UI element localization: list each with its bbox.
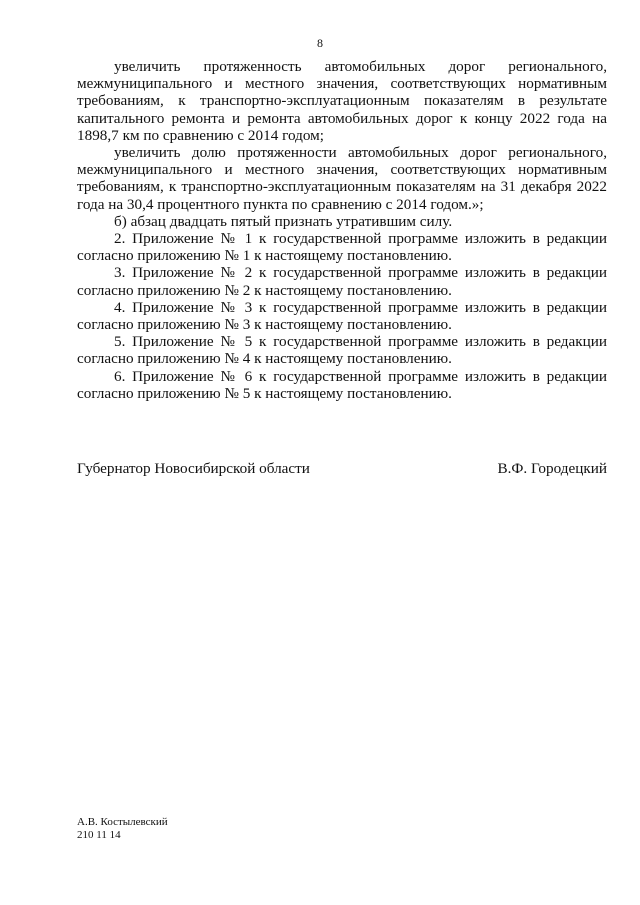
paragraph-roads-length: увеличить протяженность автомобильных дорог регионального, межмуниципального и местного значения, соответствующих нормативным требованиям, к транспортно-эксплуатационным показателям в результате капитального ремонта и ремонта автомобильных дорог к концу 2022 года на 1898,7 км по сравнению с 2014 годом;	[77, 58, 607, 144]
paragraph-item-2: 2. Приложение № 1 к государственной программе изложить в редакции согласно приложению № 1 к настоящему постановлению.	[77, 230, 607, 265]
signatory-name: В.Ф. Городецкий	[497, 460, 607, 477]
executor-phone: 210 11 14	[77, 829, 121, 841]
signature-block	[77, 460, 607, 478]
executor-name: А.В. Костылевский	[77, 816, 168, 828]
paragraph-item-6: 6. Приложение № 6 к государственной программе изложить в редакции согласно приложению № 5 к настоящему постановлению.	[77, 367, 607, 402]
paragraph-item-4: 4. Приложение № 3 к государственной программе изложить в редакции согласно приложению № 3 к настоящему постановлению.	[77, 298, 607, 334]
signatory-position: Губернатор Новосибирской области	[77, 460, 310, 477]
paragraph-clause-b: б) абзац двадцать пятый признать утратившим силу.	[114, 212, 453, 230]
executor-block	[77, 816, 168, 842]
paragraph-item-5: 5. Приложение № 5 к государственной программе изложить в редакции согласно приложению № 4 к настоящему постановлению.	[77, 333, 607, 368]
document-body	[77, 58, 607, 402]
paragraph-item-3: 3. Приложение № 2 к государственной программе изложить в редакции согласно приложению № 2 к настоящему постановлению.	[77, 264, 607, 299]
page-number: 8	[317, 36, 323, 50]
paragraph-roads-share: увеличить долю протяженности автомобильных дорог регионального, межмуниципального и местного значения, соответствующих нормативным требованиям, к транспортно-эксплуатационным показателям на 31 декабря 2022 года на 30,4 процентного пункта по сравнению с 2014 годом.»;	[77, 144, 607, 213]
